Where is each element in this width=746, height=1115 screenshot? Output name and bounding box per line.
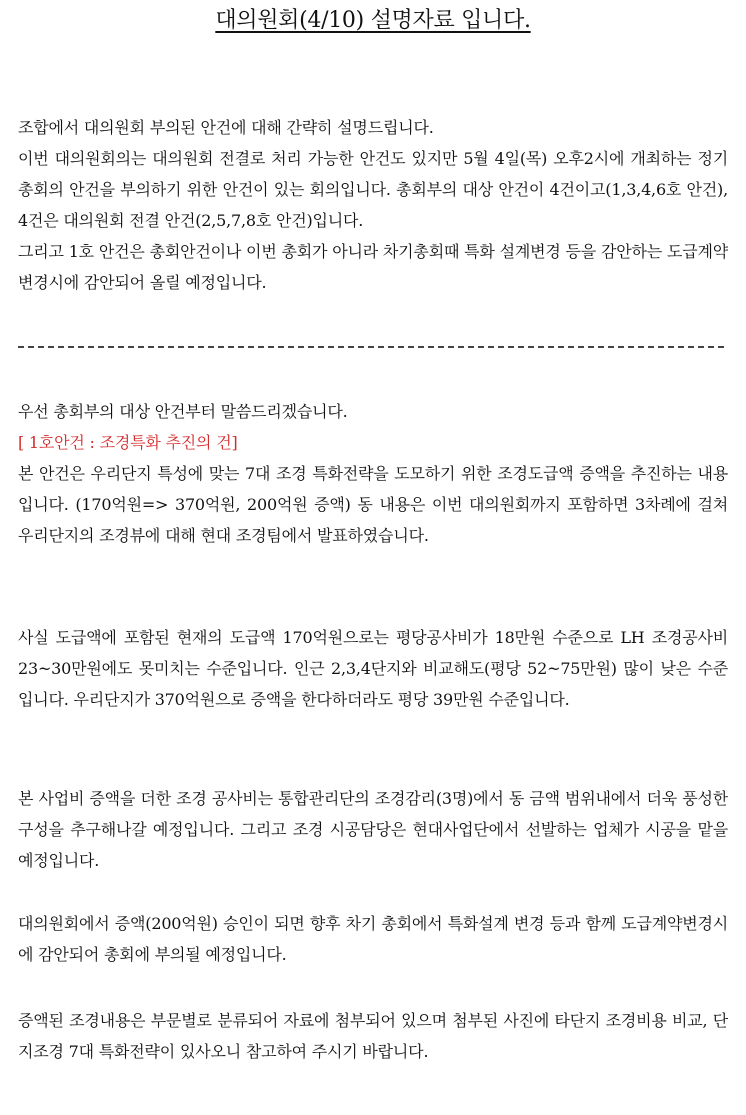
page-title: 대의원회(4/10) 설명자료 입니다. [215, 8, 531, 33]
agenda-1-detail-3 [18, 908, 728, 970]
intro-paragraph-1: 조합에서 대의원회 부의된 안건에 대해 간략히 설명드립니다. [18, 118, 434, 137]
agenda-1-paragraph-3: 본 사업비 증액을 더한 조경 공사비는 통합관리단의 조경감리(3명)에서 동 금액 범위내에서 더욱 풍성한 구성을 추구해나갈 예정입니다. 그리고 조경 시공담당은 현대사업단에서 선발하는 업체가 시공을 맡을 예정입니다. [18, 789, 728, 870]
agenda-1-detail-2 [18, 783, 728, 876]
intro-section [18, 112, 728, 298]
agenda-1-section [18, 396, 728, 551]
agenda-1-paragraph-1: 본 안건은 우리단지 특성에 맞는 7대 조경 특화전략을 도모하기 위한 조경도급액 증액을 추진하는 내용입니다. (170억원=> 370억원, 200억원 증액) 동 내용은 이번 대의원회까지 포함하면 3차례에 걸쳐 우리단지의 조경뷰에 대해 현대 조경팀에서 발표하였습니다. [18, 464, 728, 545]
agenda-1-heading: [ 1호안건 : 조경특화 추진의 건] [18, 433, 238, 452]
agenda-1-detail-4 [18, 1005, 728, 1067]
intro-paragraph-2: 이번 대의원회의는 대의원회 전결로 처리 가능한 안건도 있지만 5월 4일(목) 오후2시에 개최하는 정기총회의 안건을 부의하기 위한 안건이 있는 회의입니다. 총회부의 대상 안건이 4건이고(1,3,4,6호 안건), 4건은 대의원회 전결 안건(2,5,7,8호 안건)입니다. [18, 149, 728, 230]
dashed-divider [18, 346, 724, 348]
agenda-1-paragraph-5: 증액된 조경내용은 부문별로 분류되어 자료에 첨부되어 있으며 첨부된 사진에 타단지 조경비용 비교, 단지조경 7대 특화전략이 있사오니 참고하여 주시기 바랍니다. [18, 1011, 728, 1061]
agenda-1-detail-1 [18, 622, 728, 715]
section-lead: 우선 총회부의 대상 안건부터 말씀드리겠습니다. [18, 402, 348, 421]
agenda-1-paragraph-2: 사실 도급액에 포함된 현재의 도급액 170억원으로는 평당공사비가 18만원 수준으로 LH 조경공사비 23~30만원에도 못미치는 수준입니다. 인근 2,3,4단지와 비교해도(평당 52~75만원) 많이 낮은 수준입니다. 우리단지가 370억원으로 증액을 한다하더라도 평당 39만원 수준입니다. [18, 628, 728, 709]
intro-paragraph-3: 그리고 1호 안건은 총회안건이나 이번 총회가 아니라 차기총회때 특화 설계변경 등을 감안하는 도급계약 변경시에 감안되어 올릴 예정입니다. [18, 242, 728, 292]
agenda-1-paragraph-4: 대의원회에서 증액(200억원) 승인이 되면 향후 차기 총회에서 특화설계 변경 등과 함께 도급계약변경시에 감안되어 총회에 부의될 예정입니다. [18, 914, 728, 964]
